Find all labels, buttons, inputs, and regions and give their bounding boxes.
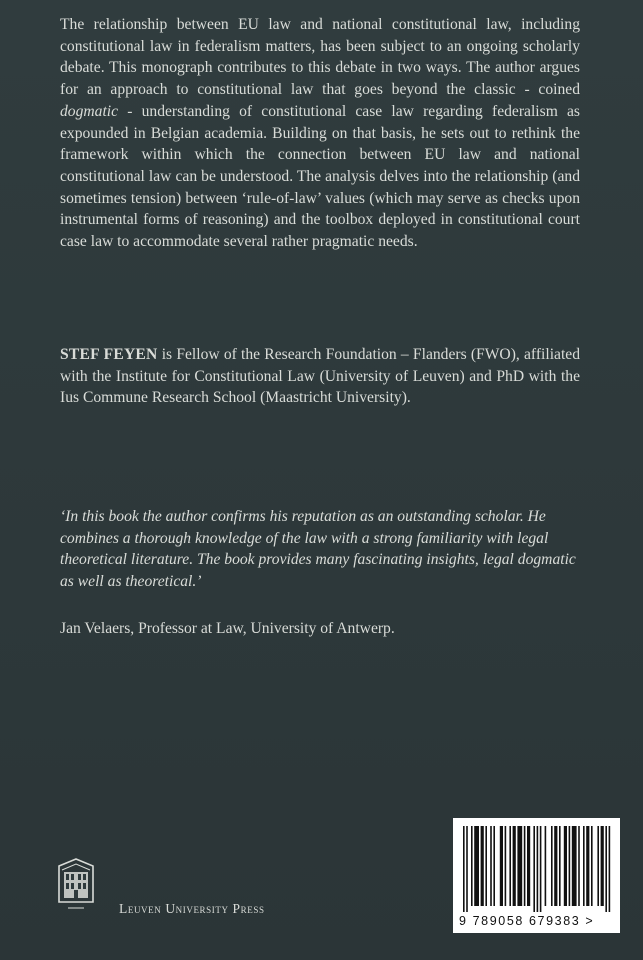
barcode-bar: [493, 826, 495, 906]
barcode-bar: [490, 826, 492, 906]
barcode-bar: [500, 826, 503, 906]
barcode-bar: [569, 826, 571, 906]
barcode-bar: [474, 826, 479, 906]
endorsement-quote: ‘In this book the author confirms his reputation as an outstanding scholar. He combines a thorough knowledge of the law with a strong familiarity with legal theoretical literature. The book provides many fascinating insights, legal dogmatic as well as theoretical.’: [60, 508, 576, 591]
barcode-bar: [564, 826, 567, 906]
author-bio: [60, 344, 580, 409]
barcode-bar: [471, 826, 473, 906]
barcode-bar: [605, 826, 607, 912]
isbn-digits: 9 789058 679383 >: [459, 914, 595, 928]
barcode-bar: [537, 826, 539, 912]
barcode-bar: [578, 826, 580, 906]
university-building-logo-icon: [56, 856, 96, 916]
barcode-bar: [540, 826, 542, 912]
barcode-bar: [505, 826, 507, 906]
barcode-bar: [481, 826, 484, 906]
blurb-emphasis: dogmatic: [60, 102, 119, 120]
barcode-bar: [583, 826, 585, 906]
barcode-bar: [601, 826, 604, 906]
barcode-bar: [466, 826, 468, 912]
barcode-bar: [586, 826, 589, 906]
isbn-barcode: [453, 818, 620, 933]
barcode-bar: [509, 826, 511, 906]
barcode-bar: [485, 826, 487, 906]
barcode-bar: [559, 826, 561, 906]
barcode-bar: [513, 826, 516, 906]
blurb-text-part2: - understanding of constitutional case law regarding federalism as expounded in Belgian academia. Building on that basis, he sets out to rethink the framework within which the connection between EU law and national constitutional law can be understood. The analysis delves into the relationship (and sometimes tension) between ‘rule-of-law’ values (which may serve as checks upon instrumental forms of reasoning) and the toolbox deployed in constitutional court case law to accommodate several rather pragmatic needs.: [60, 102, 580, 251]
barcode-bar: [463, 826, 465, 912]
endorsement-attribution: Jan Velaers, Professor at Law, University of Antwerp.: [60, 620, 395, 637]
barcode-bar: [517, 826, 522, 906]
barcode-bar: [527, 826, 530, 906]
publisher-name: Leuven University Press: [119, 901, 265, 916]
book-blurb: [60, 14, 580, 253]
barcode-bar: [524, 826, 526, 906]
barcode-bar: [545, 826, 547, 906]
author-bio-text: is Fellow of the Research Foundation – Flanders (FWO), affiliated with the Institute for Constitutional Law (University of Leuven) and PhD with the Ius Commune Research School (Maastricht University).: [60, 346, 580, 407]
barcode-bars: [459, 826, 615, 912]
barcode-bar: [533, 826, 535, 912]
author-name: STEF FEYEN: [60, 346, 158, 363]
blurb-text-part1: The relationship between EU law and national constitutional law, including constitutional law in federalism matters, has been subject to an ongoing scholarly debate. This monograph contributes to this debate in two ways. The author argues for an approach to constitutional law that goes beyond the classic - coined: [60, 16, 580, 99]
barcode-bar: [572, 826, 577, 906]
barcode-bar: [554, 826, 557, 906]
barcode-bar: [609, 826, 611, 912]
barcode-bar: [597, 826, 599, 906]
barcode-bar: [551, 826, 553, 906]
barcode-bar: [591, 826, 593, 906]
